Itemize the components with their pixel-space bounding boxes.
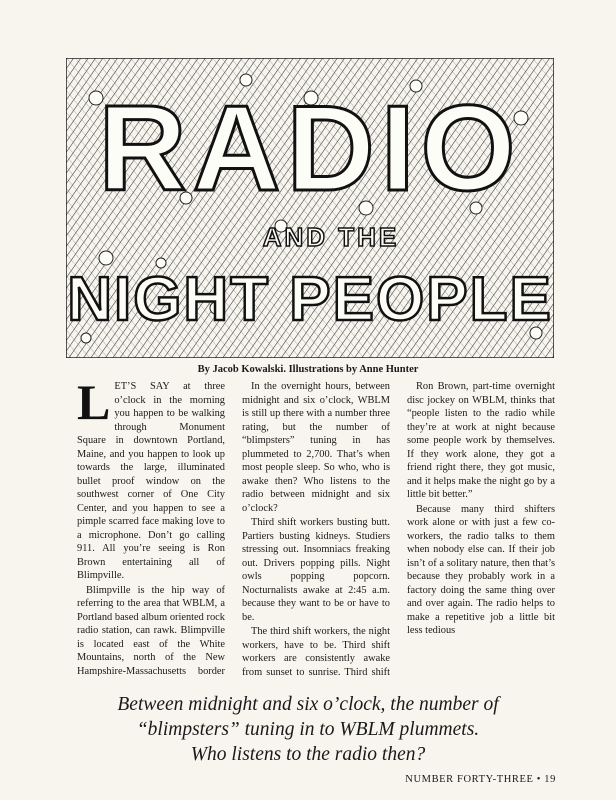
title-radio: RADIO (98, 80, 522, 216)
byline: By Jacob Kowalski. Illustrations by Anne Hunter (197, 364, 419, 375)
paragraph: The third shift workers, the night workers, have to be. Third shift workers are consistently awake from sunset to sunrise. Third shift (242, 626, 390, 676)
title-and-the: AND THE (262, 222, 400, 252)
paragraph: Because many third shifters work alone or with just a few co-workers, the radio talks to them when nobody else can. If their job isn’t of a solitary nature, then that’s because they probably work in a factory doing the same thing over and over again. The radio helps to make a repetitive job a little bit less tedious (407, 503, 555, 636)
pull-quote (96, 692, 520, 767)
article-body (77, 380, 555, 676)
pull-quote-line: “blimpsters” tuning in to WBLM plummets. (136, 719, 480, 740)
header-illustration (66, 58, 554, 358)
article-column-2 (242, 380, 390, 676)
pull-quote-line: Between midnight and six o’clock, the number of (117, 694, 499, 715)
title-night-people: NIGHT PEOPLE (67, 265, 553, 334)
article-column-3 (407, 380, 555, 639)
page-footer: NUMBER FORTY-THREE • 19 (405, 774, 556, 785)
paragraph: Ron Brown, part-time overnight disc jockey on WBLM, thinks that “people listen to the radio while they’re at work at night because some people work by themselves. If they work alone, they got a friend right there, they got music, and it helps make the night go by a little bit better.” (407, 381, 555, 500)
paragraph: Third shift workers busting butt. Partiers busting kidneys. Studiers stressing out. Insomniacs freaking out. Drivers popping pills. Night owls popping popcorn. Nocturnalists awake at 2:45 a.m. because they want to be or have to be. (242, 517, 390, 623)
article-column-1 (77, 380, 225, 676)
drop-cap: L (77, 380, 111, 430)
pull-quote-line: Who listens to the radio then? (190, 744, 426, 765)
paragraph: In the overnight hours, between midnight and six o’clock, WBLM is still up there with a number three rating, but the number of “blimpsters” tuning in has plummeted to 2,700. That’s when most people sleep. So who, who is awake then? Who listens to the radio between midnight and six o’clock? (242, 381, 390, 514)
paragraph-text: ET’S SAY at three o’clock in the morning you happen to be walking through Monument Square in downtown Portland, Maine, and you happen to look up towards the large, illuminated bullet proof window on the southwest corner of One City Center, and you happen to see a pimple scarred face making love to a microphone. Don’t go calling 911. All you’re seeing is Ron Brown entertaining all of Blimpville. (77, 381, 225, 581)
paragraph (77, 380, 225, 583)
paragraph: Blimpville is the hip way of referring to the area that WBLM, a Portland based album oriented rock radio station, can rawk. Blimpville is located east of the White Mountains, north of the New Hampshire-Massachusetts border (77, 584, 225, 676)
